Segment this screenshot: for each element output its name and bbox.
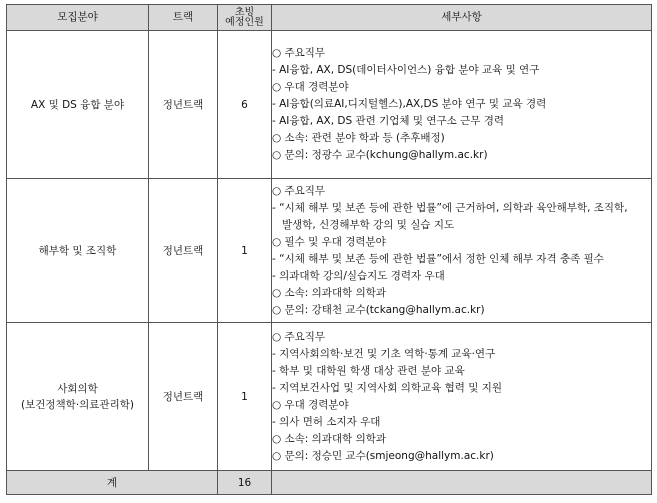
detail-line: ○ 주요직무	[272, 47, 326, 59]
details-cell	[272, 323, 652, 471]
field-line: 사회의학	[57, 382, 98, 395]
detail-line: ○ 주요직무	[272, 184, 326, 197]
track-cell: 정년트랙	[149, 179, 218, 323]
header-count-line2: 예정인원	[225, 16, 264, 28]
track-cell: 정년트랙	[149, 323, 218, 471]
total-count: 16	[218, 471, 272, 495]
detail-line: ○ 주요직무	[272, 330, 326, 343]
count-cell: 6	[218, 31, 272, 179]
detail-line: - “시체 해부 및 보존 등에 관한 법률”에 근거하여, 의학과 육안해부학, 조직학,	[272, 201, 628, 214]
detail-line: 발생학, 신경해부학 강의 및 실습 지도	[282, 218, 455, 231]
header-count-line1: 초빙	[234, 6, 255, 18]
field-cell	[7, 179, 149, 323]
detail-line: ○ 우대 경력분야	[272, 398, 349, 411]
detail-line: ○ 문의: 정광수 교수(kchung@hallym.ac.kr)	[272, 149, 488, 161]
table-row	[7, 323, 652, 471]
detail-line: - 의사 면허 소지자 우대	[272, 415, 381, 428]
detail-line: - AI융합, AX, DS 관련 기업체 및 연구소 근무 경력	[272, 115, 505, 127]
detail-line: ○ 필수 및 우대 경력분야	[272, 235, 386, 248]
header-row	[7, 5, 652, 31]
total-row	[7, 471, 652, 495]
header-track: 트랙	[149, 5, 218, 31]
header-field: 모집분야	[7, 5, 149, 31]
details-cell	[272, 31, 652, 179]
header-details: 세부사항	[272, 5, 652, 31]
detail-line: - AI융합, AX, DS(데이터사이언스) 융합 분야 교육 및 연구	[272, 64, 540, 76]
field-cell	[7, 31, 149, 179]
count-cell: 1	[218, 323, 272, 471]
track-cell: 정년트랙	[149, 31, 218, 179]
total-label: 계	[7, 471, 218, 495]
field-line: (보건정책학·의료관리학)	[21, 398, 134, 411]
field-cell	[7, 323, 149, 471]
detail-line: - 지역보건사업 및 지역사회 의학교육 협력 및 지원	[272, 381, 503, 394]
table-row	[7, 179, 652, 323]
field-line: AX 및 DS 융합 분야	[30, 98, 125, 111]
detail-line: - 지역사회의학·보건 및 기초 역학·통계 교육·연구	[272, 347, 496, 360]
detail-line: ○ 우대 경력분야	[272, 81, 349, 93]
field-line: 해부학 및 조직학	[38, 244, 117, 257]
detail-line: - 학부 및 대학원 학생 대상 관련 분야 교육	[272, 364, 465, 377]
table-row	[7, 31, 652, 179]
detail-line: - “시체 해부 및 보존 등에 관한 법률”에서 정한 인체 해부 자격 충족 필수	[272, 252, 604, 265]
detail-line: ○ 문의: 강태천 교수(tckang@hallym.ac.kr)	[272, 303, 485, 316]
recruitment-table	[6, 4, 652, 495]
detail-line: - AI융합(의료AI,디지털헬스),AX,DS 분야 연구 및 교육 경력	[272, 98, 547, 110]
count-cell: 1	[218, 179, 272, 323]
detail-line: ○ 문의: 정승민 교수(smjeong@hallym.ac.kr)	[272, 449, 494, 462]
detail-line: ○ 소속: 관련 분야 학과 등 (추후배정)	[272, 132, 445, 144]
total-empty	[272, 471, 652, 495]
header-count	[218, 5, 272, 31]
details-cell	[272, 179, 652, 323]
detail-line: ○ 소속: 의과대학 의학과	[272, 286, 386, 299]
detail-line: ○ 소속: 의과대학 의학과	[272, 432, 386, 445]
detail-line: - 의과대학 강의/실습지도 경력자 우대	[272, 269, 445, 282]
